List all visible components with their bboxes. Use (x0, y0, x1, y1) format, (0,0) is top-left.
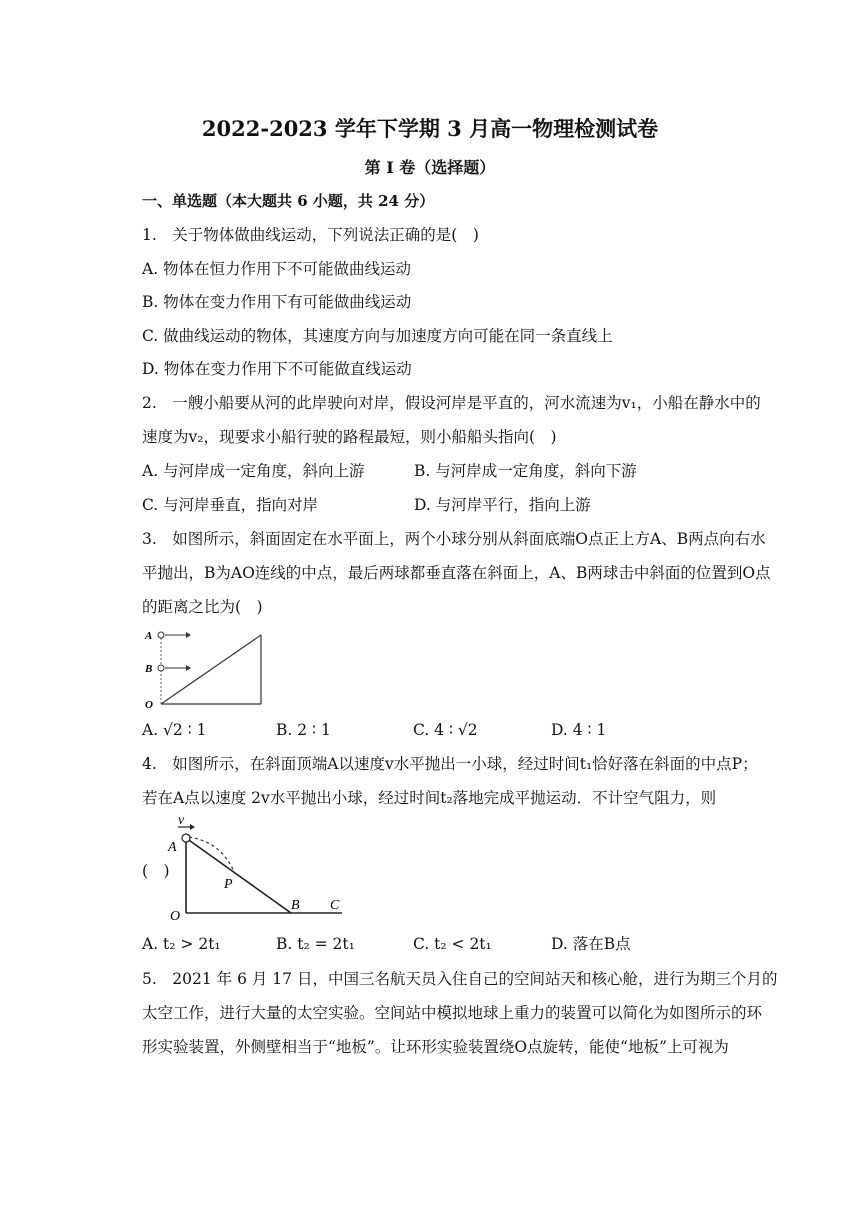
q1-stem: 1. 关于物体做曲线运动，下列说法正确的是( ) (142, 226, 479, 244)
q3-label-b: B (145, 663, 153, 675)
q4-option-d: D. 落在B点 (551, 935, 631, 953)
q3-stem-line2: 平抛出，B为AO连线的中点，最后两球都垂直落在斜面上，A、B两球击中斜面的位置到O点 (142, 564, 771, 582)
q5-line1: 5. 2021 年 6 月 17 日，中国三名航天员入住自己的空间站天和核心舱，进行为期三个月的 (142, 970, 778, 988)
q3-arrowhead-a (186, 632, 191, 638)
q4-option-c: C. t₂ < 2t₁ (413, 935, 492, 953)
q4-label-p: P (224, 877, 233, 892)
part-subtitle: 第 I 卷（选择题） (364, 158, 496, 177)
q1-option-a: A. 物体在恒力作用下不可能做曲线运动 (142, 260, 412, 278)
q4-label-c: C (330, 898, 340, 913)
q4-slope (186, 838, 291, 913)
q2-stem-line2: 速度为v₂，现要求小船行驶的路程最短，则小船船头指向( ) (142, 428, 557, 446)
q4-option-b: B. t₂ = 2t₁ (276, 935, 355, 953)
q4-label-a: A (168, 840, 177, 855)
q2-option-b: B. 与河岸成一定角度，斜向下游 (414, 462, 637, 480)
q4-stem-line1: 4. 如图所示，在斜面顶端A以速度v水平抛出一小球，经过时间t₁恰好落在斜面的中点P； (142, 755, 758, 773)
q3-stem-line3: 的距离之比为( ) (142, 598, 263, 616)
q4-ball (182, 834, 190, 842)
q3-incline-slope (161, 635, 261, 704)
q4-answer-paren: ( ) (142, 862, 170, 880)
q5-line2: 太空工作，进行大量的太空实验。空间站中模拟地球上重力的装置可以简化为如图所示的环 (142, 1004, 763, 1022)
q3-ball-b (158, 665, 164, 671)
q1-option-d: D. 物体在变力作用下不可能做直线运动 (142, 360, 412, 378)
q3-option-c: C. 4 ∶ √2 (413, 721, 478, 739)
q3-label-o: O (145, 699, 153, 710)
q3-option-d: D. 4 ∶ 1 (551, 721, 607, 739)
section-heading: 一、单选题（本大题共 6 小题，共 24 分） (142, 192, 435, 210)
exam-title: 2022-2023 学年下学期 3 月高一物理检测试卷 (201, 116, 659, 141)
q4-stem-line2: 若在A点以速度 2v水平抛出小球，经过时间t₂落地完成平抛运动．不计空气阻力，则 (142, 789, 717, 807)
q2-option-d: D. 与河岸平行，指向上游 (414, 496, 591, 514)
q1-option-b: B. 物体在变力作用下有可能做曲线运动 (142, 293, 412, 311)
q3-incline-figure (140, 626, 270, 710)
q2-stem-line1: 2. 一艘小船要从河的此岸驶向对岸，假设河岸是平直的，河水流速为v₁，小船在静水中的 (142, 394, 761, 412)
q4-label-o: O (170, 909, 181, 924)
q4-incline-figure (160, 814, 350, 924)
q2-option-a: A. 与河岸成一定角度，斜向上游 (142, 462, 365, 480)
q3-arrowhead-b (186, 665, 191, 671)
q3-label-a: A (145, 630, 153, 642)
q2-option-c: C. 与河岸垂直，指向对岸 (142, 496, 319, 514)
q4-label-b: B (291, 898, 300, 913)
q4-velocity-arrowhead (190, 824, 195, 830)
q3-ball-a (158, 632, 164, 638)
q3-option-b: B. 2 ∶ 1 (276, 721, 331, 739)
q3-stem-line1: 3. 如图所示，斜面固定在水平面上，两个小球分别从斜面底端O点正上方A、B两点向右水 (142, 530, 766, 548)
q1-option-c: C. 做曲线运动的物体，其速度方向与加速度方向可能在同一条直线上 (142, 327, 613, 345)
q3-option-a: A. √2 ∶ 1 (142, 721, 207, 739)
q4-label-v: v (178, 814, 185, 828)
q4-option-a: A. t₂ > 2t₁ (142, 935, 221, 953)
q5-line3: 形实验装置，外侧壁相当于“地板”。让环形实验装置绕O点旋转，能使“地板”上可视为 (142, 1038, 729, 1056)
